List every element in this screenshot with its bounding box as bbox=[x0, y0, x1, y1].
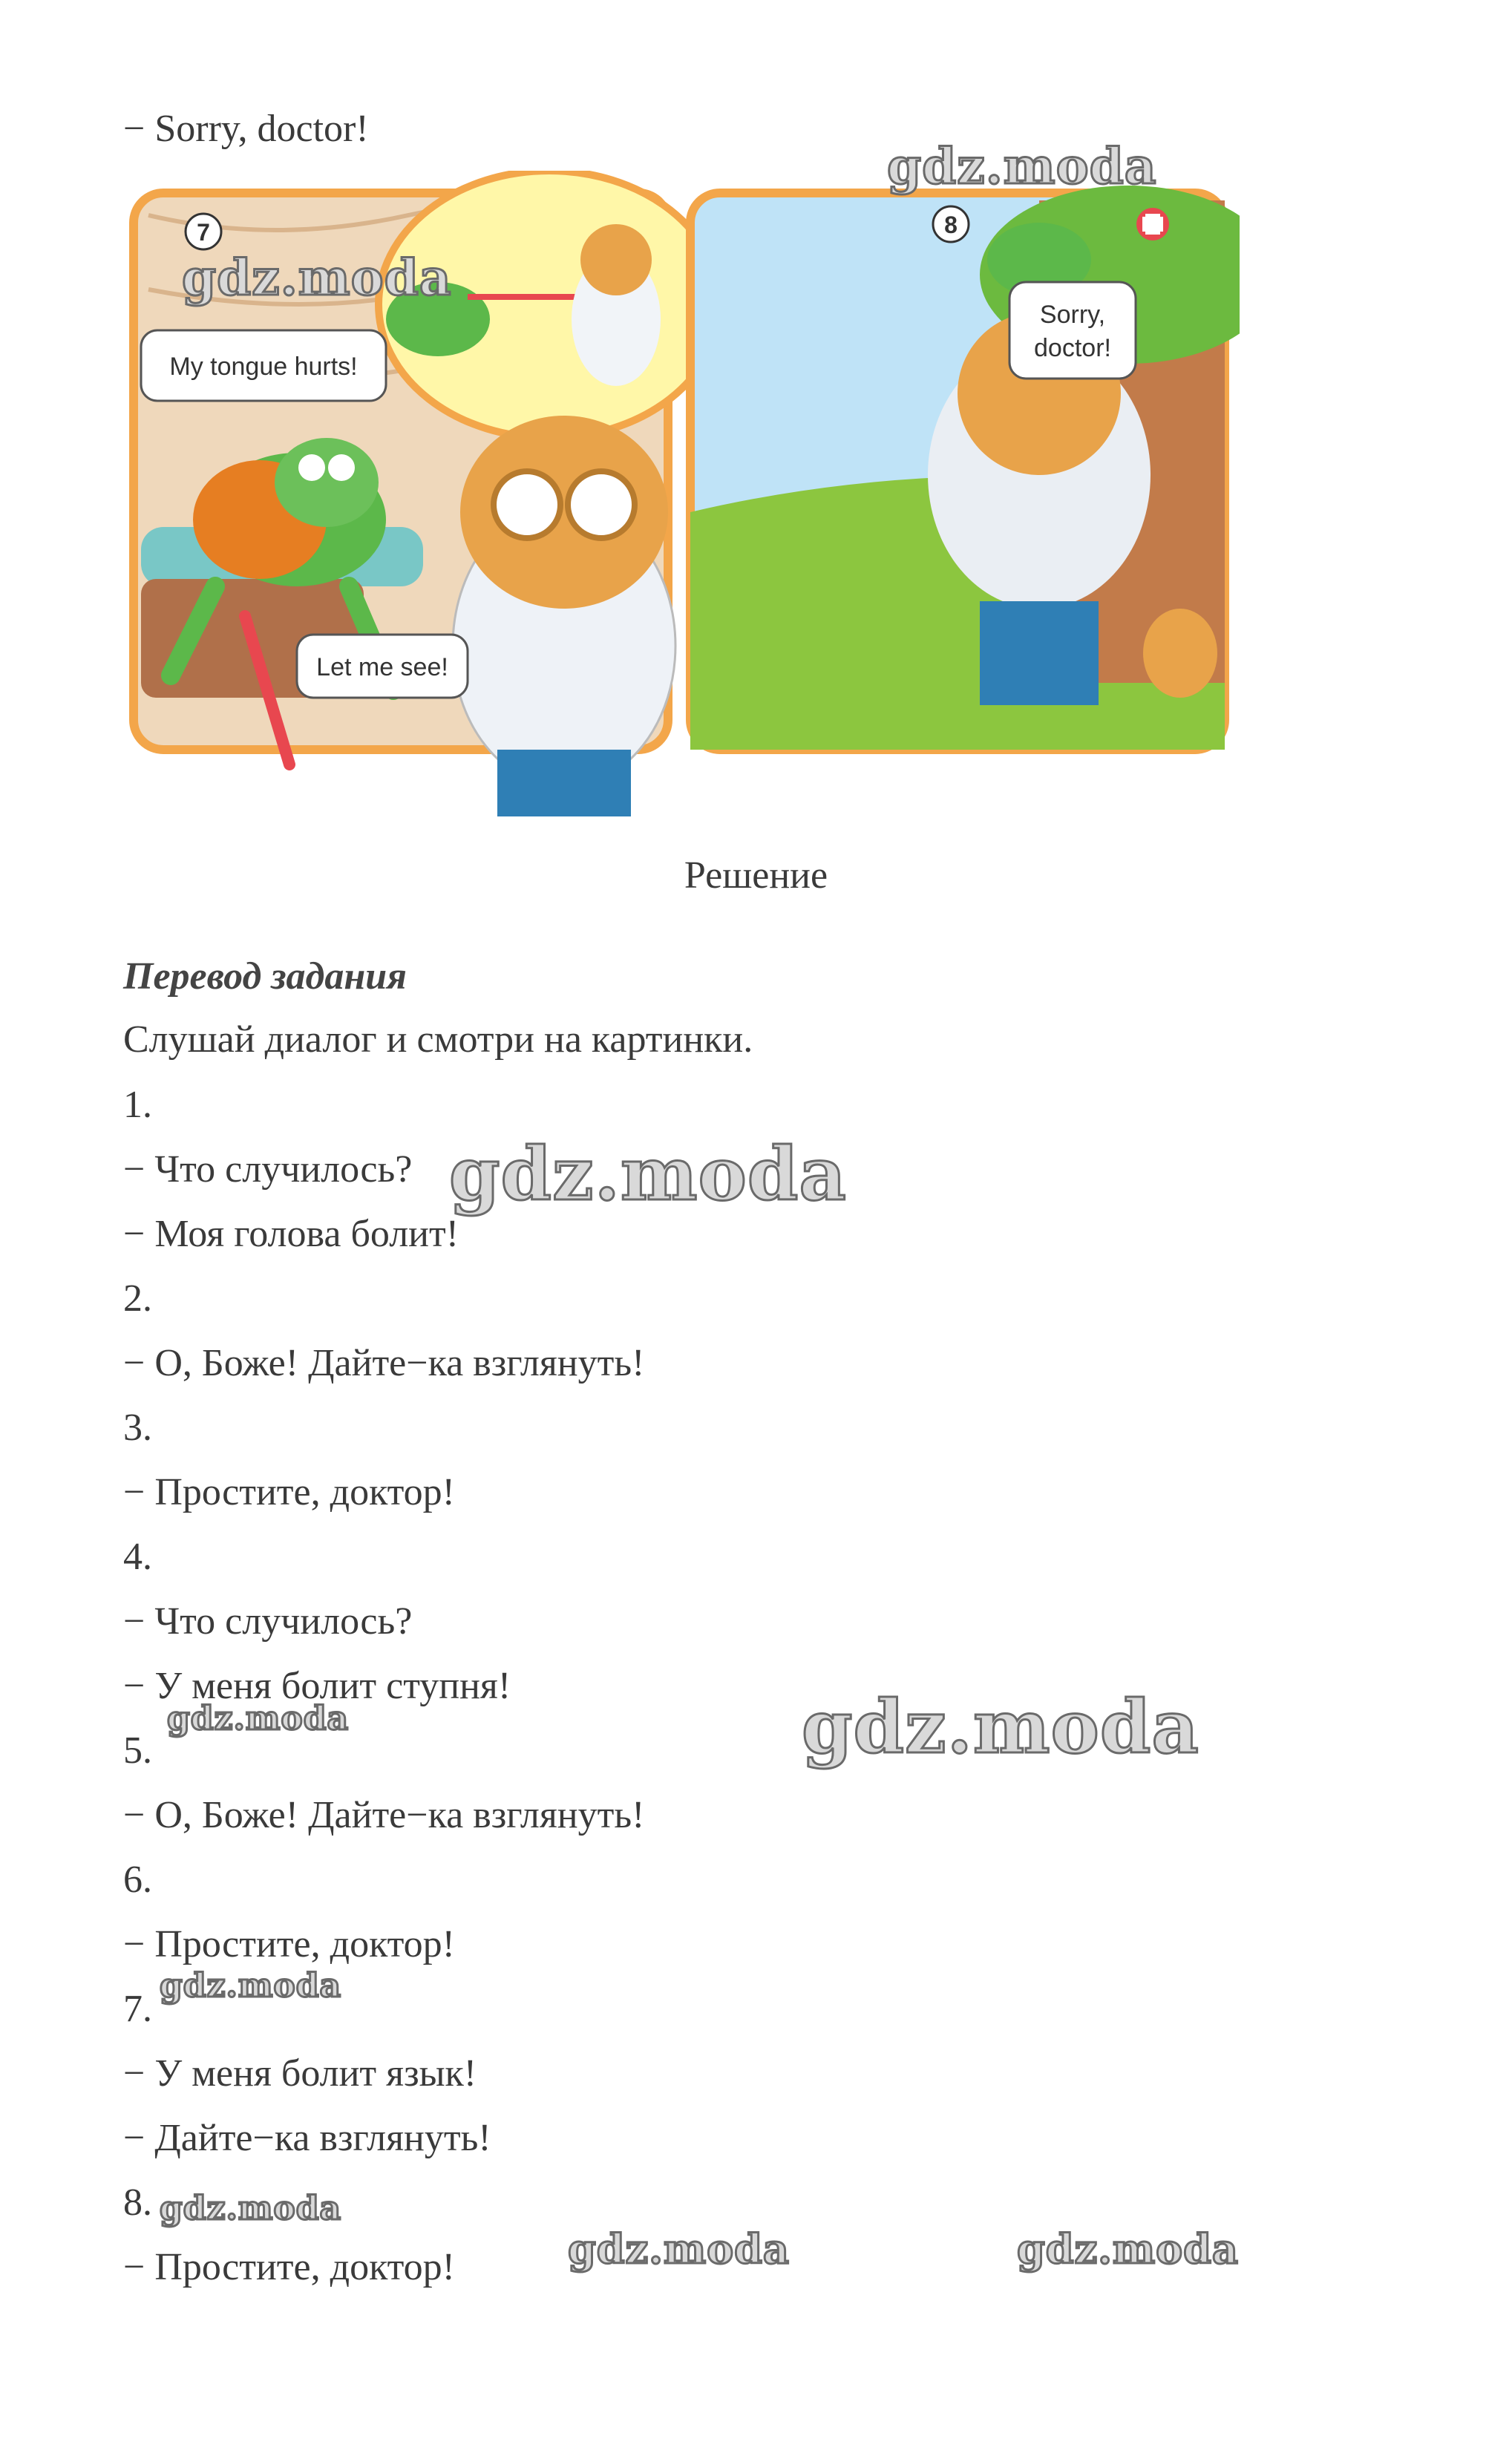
top-dialog-line: − Sorry, doctor! bbox=[123, 108, 369, 150]
dialog-line: − Моя голова болит! bbox=[123, 1213, 459, 1255]
dialog-line: 8. bbox=[123, 2181, 152, 2224]
panel-8-number: 8 bbox=[944, 212, 958, 238]
panel-7-number: 7 bbox=[197, 219, 210, 246]
watermark: gdz.moda bbox=[182, 249, 452, 307]
svg-text:My tongue hurts!: My tongue hurts! bbox=[169, 353, 358, 381]
svg-text:Let me see!: Let me see! bbox=[316, 653, 448, 681]
watermark: gdz.moda bbox=[1017, 2225, 1239, 2273]
dialog-line: − Дайте−ка взглянуть! bbox=[123, 2117, 491, 2159]
watermark: gdz.moda bbox=[802, 1685, 1200, 1770]
watermark: gdz.moda bbox=[160, 2190, 342, 2227]
dialog-line: 4. bbox=[123, 1536, 152, 1578]
watermark: gdz.moda bbox=[449, 1132, 847, 1217]
bubble-sorry-doctor bbox=[1009, 282, 1136, 379]
dialog-line: 3. bbox=[123, 1407, 152, 1449]
dialog-line: 5. bbox=[123, 1729, 152, 1772]
bubble-tongue-hurts bbox=[141, 330, 386, 401]
dialog-line: − У меня болит язык! bbox=[123, 2052, 477, 2095]
panel-8 bbox=[690, 186, 1240, 750]
owl-doctor bbox=[453, 416, 675, 816]
dialog-line: − Простите, доктор! bbox=[123, 2246, 456, 2288]
watermark: gdz.moda bbox=[568, 2225, 790, 2273]
dialog-line: − О, Боже! Дайте−ка взглянуть! bbox=[123, 1342, 645, 1384]
dialog-line: 2. bbox=[123, 1277, 152, 1320]
dialog-line: − Простите, доктор! bbox=[123, 1471, 456, 1513]
translation-heading: Перевод задания bbox=[123, 955, 407, 998]
svg-text:doctor!: doctor! bbox=[1034, 334, 1111, 362]
svg-text:Sorry,: Sorry, bbox=[1039, 301, 1106, 329]
dialog-line: − У меня болит ступня! bbox=[123, 1665, 511, 1707]
watermark: gdz.moda bbox=[167, 1700, 350, 1738]
instruction-text: Слушай диалог и смотри на картинки. bbox=[123, 1018, 753, 1061]
dialog-line: − Что случилось? bbox=[123, 1600, 413, 1643]
dialog-line: 1. bbox=[123, 1084, 152, 1126]
watermark: gdz.moda bbox=[160, 1967, 342, 2005]
dialog-line: − О, Боже! Дайте−ка взглянуть! bbox=[123, 1794, 645, 1836]
dialog-line: − Простите, доктор! bbox=[123, 1923, 456, 1965]
dialog-line: 6. bbox=[123, 1859, 152, 1901]
watermark: gdz.moda bbox=[887, 137, 1157, 195]
dialog-line: − Что случилось? bbox=[123, 1148, 413, 1191]
dialog-line: 7. bbox=[123, 1988, 152, 2030]
bubble-let-me-see bbox=[297, 635, 468, 698]
solution-title: Решение bbox=[684, 854, 828, 897]
